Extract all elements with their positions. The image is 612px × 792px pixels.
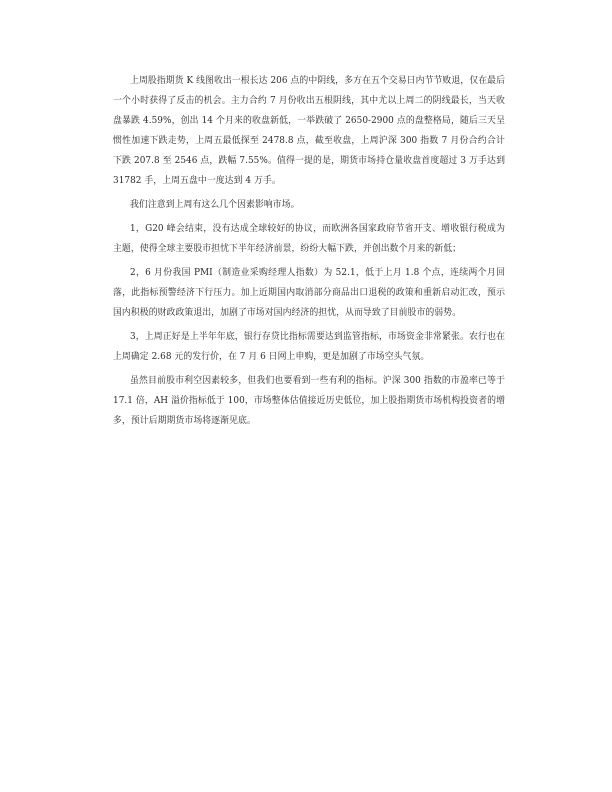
paragraph-factors-intro: 我们注意到上周有这么几个因素影响市场。	[130, 200, 300, 210]
paragraph-factor-g20: 1，G20 峰会结束，没有达成全球较好的协议，而欧洲各国家政府节省开支、增收银行税成为主题，使得全球主要股市担忧下半年经济前景，纷纷大幅下跌，并创出数个月来的新低；	[113, 224, 505, 254]
paragraph-factor-liquidity: 3，上周正好是上半年年底，银行存贷比指标需要达到监管指标，市场资金非常紧张。农行也在上周确定 2.68 元的发行价，在 7 月 6 日网上申购，更是加剧了市场空头气氛。	[113, 332, 505, 362]
paragraph-factor-pmi: 2，6 月份我国 PMI（制造业采购经理人指数）为 52.1，低于上月 1.8 个点，连续两个月回落，此指标预警经济下行压力。加上近期国内取消部分商品出口退税的政策和重新启动汇改，预示国内积极的财政政策退出，加剧了市场对国内经济的担忧，从而导致了目前股市的弱势。	[113, 268, 505, 318]
article-body	[113, 71, 505, 435]
paragraph-market-summary: 上周股指期货 K 线图收出一根长达 206 点的中阴线，多方在五个交易日内节节败退，仅在最后一个小时获得了反击的机会。主力合约 7 月份收出五根阴线，其中尤以上周二的阴线最长，当天收盘暴跌 4.59%，创出 14 个月来的收盘新低，一举跌破了 2650-2900 点的盘整格局，随后三天呈惯性加速下跌走势，上周五最低探至 2478.8 点，截至收盘，上周沪深 300 指数 7 月份合约合计下跌 207.8 至 2546 点，跌幅 7.55%。值得一提的是，期货市场持仓量收盘首度超过 3 万手达到 31782 手，上周五盘中一度达到 4 万手。	[113, 76, 505, 186]
paragraph-outlook: 虽然目前股市利空因素较多，但我们也要看到一些有利的指标。沪深 300 指数的市盈率已等于 17.1 倍，AH 溢价指标低于 100，市场整体估值接近历史低位，加上股指期货市场机构投资者的增多，预计后期期货市场将逐渐见底。	[113, 376, 505, 426]
